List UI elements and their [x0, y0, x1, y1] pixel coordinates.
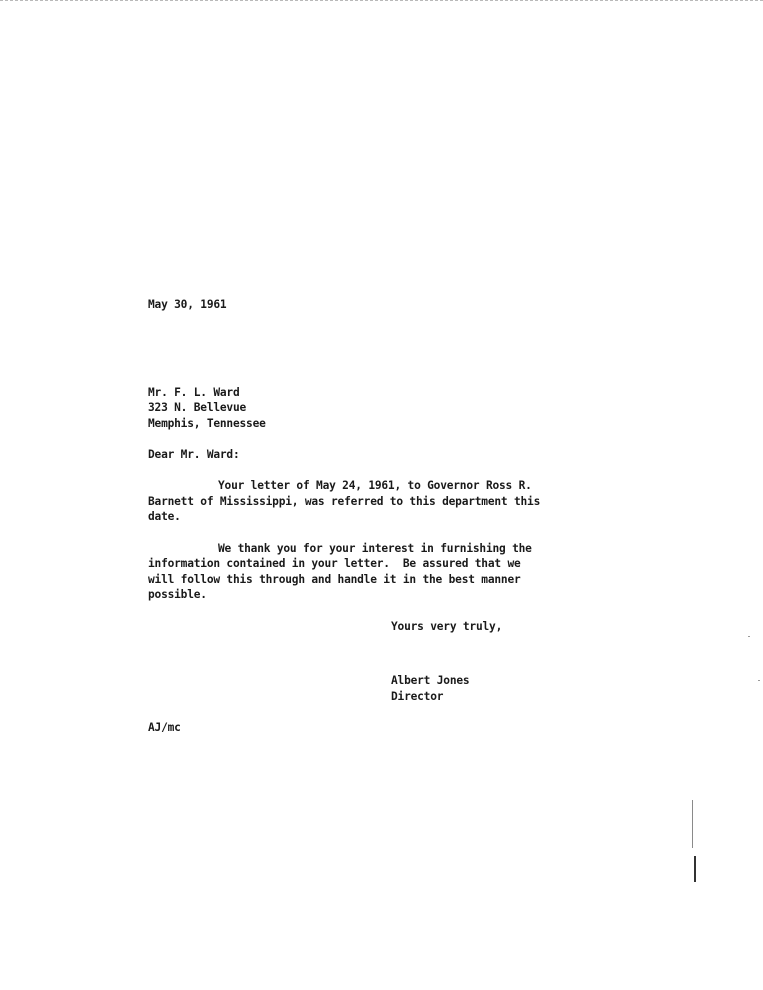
salutation: Dear Mr. Ward: [148, 447, 240, 461]
paragraph-2-line: information contained in your letter. Be assured that we [148, 557, 521, 571]
paragraph-2-line: will follow this through and handle it in the best manner [148, 572, 521, 586]
scan-artifact-line [694, 856, 696, 882]
letter-date: May 30, 1961 [148, 298, 227, 311]
paragraph-2-line: We thank you for your interest in furnishing the [218, 541, 532, 555]
signer-title: Director [391, 689, 444, 703]
signature-block [148, 673, 618, 704]
paragraph-1-line: Your letter of May 24, 1961, to Governor Ross R. [218, 479, 532, 493]
complimentary-close: Yours very truly, [391, 619, 503, 633]
scan-artifact-line [692, 800, 693, 848]
recipient-address [148, 385, 618, 432]
paragraph-2 [148, 541, 618, 603]
reference-initials: AJ/mc [148, 720, 181, 734]
scan-speck [758, 680, 760, 681]
recipient-street: 323 N. Bellevue [148, 401, 247, 415]
paragraph-1 [148, 478, 618, 525]
paragraph-1-line: Barnett of Mississippi, was referred to this department this [148, 494, 541, 508]
paragraph-1-line: date. [148, 510, 181, 524]
scan-speck [748, 636, 750, 637]
signer-name: Albert Jones [391, 674, 470, 688]
recipient-name: Mr. F. L. Ward [148, 385, 240, 399]
paragraph-2-line: possible. [148, 588, 207, 602]
recipient-city: Memphis, Tennessee [148, 416, 266, 430]
letter-body [148, 297, 618, 735]
page-top-border [0, 0, 763, 1]
